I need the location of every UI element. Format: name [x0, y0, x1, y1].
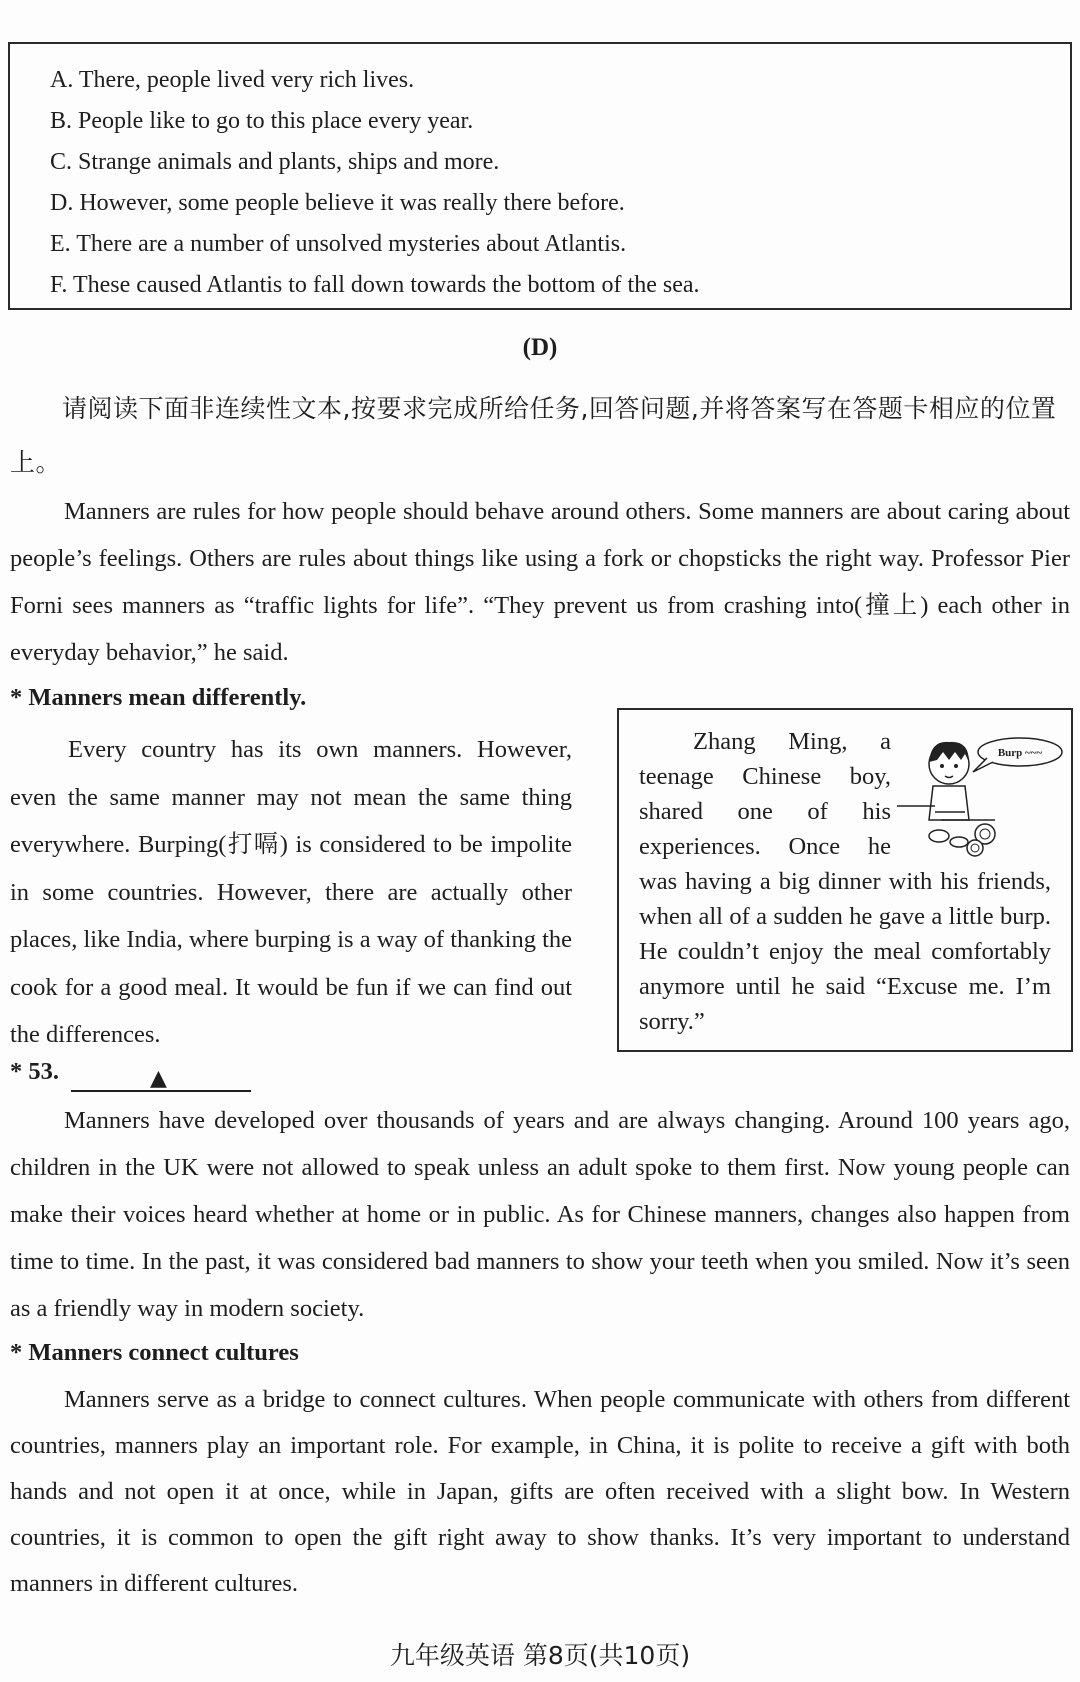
heading-manners-mean-differently: * Manners mean differently. [10, 684, 307, 711]
option-f: F. These caused Atlantis to fall down towards the bottom of the sea. [50, 272, 700, 298]
paragraph-manners-differ: Every country has its own manners. However, even the same manner may not mean the same thing everywhere. Burping(打嗝) is considered to be impolite in some countries. However, there are actually other places, like India, where burping is a way of thanking the cook for a good meal. It would be fun if we can find out the differences. [10, 736, 572, 1048]
option-e: E. There are a number of unsolved mysteries about Atlantis. [50, 231, 627, 257]
story-text: Zhang Ming, a teenage Chinese boy, shared one of his experiences. Once he was having a big dinner with his friends, when all of a sudden he gave a little burp. He couldn’t enjoy the meal comfortably anymore until he said “Excuse me. I’m sorry.” [639, 728, 1051, 1035]
option-b: B. People like to go to this place every year. [50, 108, 474, 134]
page-footer: 九年级英语 第8页(共10页) [389, 1641, 691, 1670]
intro-paragraph: Manners are rules for how people should behave around others. Some manners are about caring about people’s feelings. Others are rules about things like using a fork or chopsticks the right way. Professor Pier Forni sees manners as “traffic lights for life”. “They prevent us from crashing into(撞上) each other in everyday behavior,” he said. [10, 498, 1070, 666]
answer-marker-icon: ▲ [150, 1066, 167, 1091]
paragraph-manners-change: Manners have developed over thousands of years and are always changing. Around 100 years ago, children in the UK were not allowed to speak unless an adult spoke to them first. Now young people can make their voices heard whether at home or in public. As for Chinese manners, changes also happen from time to time. In the past, it was considered bad manners to show your teeth when you smiled. Now it’s seen as a friendly way in modern society. [10, 1107, 1070, 1322]
story-box [617, 708, 1073, 1052]
section-label: (D) [522, 334, 558, 361]
burp-text: Burp ~~~ [997, 747, 1043, 759]
options-box [8, 42, 1072, 310]
question-53-number: * 53. [10, 1058, 59, 1085]
boy-burping-illustration [895, 724, 1065, 859]
option-a: A. There, people lived very rich lives. [50, 67, 415, 93]
instruction-text: 请阅读下面非连续性文本,按要求完成所给任务,回答问题,并将答案写在答题卡相应的位置上。 [10, 394, 1057, 477]
heading-manners-connect-cultures: * Manners connect cultures [10, 1339, 299, 1366]
option-d: D. However, some people believe it was really there before. [50, 190, 625, 216]
paragraph-manners-connect: Manners serve as a bridge to connect cultures. When people communicate with others from different countries, manners play an important role. For example, in China, it is polite to receive a gift with both hands and not open it at once, while in Japan, gifts are often received with a slight bow. In Western countries, it is common to open the gift right away to show thanks. It’s very important to understand manners in different cultures. [10, 1386, 1070, 1597]
option-c: C. Strange animals and plants, ships and more. [50, 149, 500, 175]
